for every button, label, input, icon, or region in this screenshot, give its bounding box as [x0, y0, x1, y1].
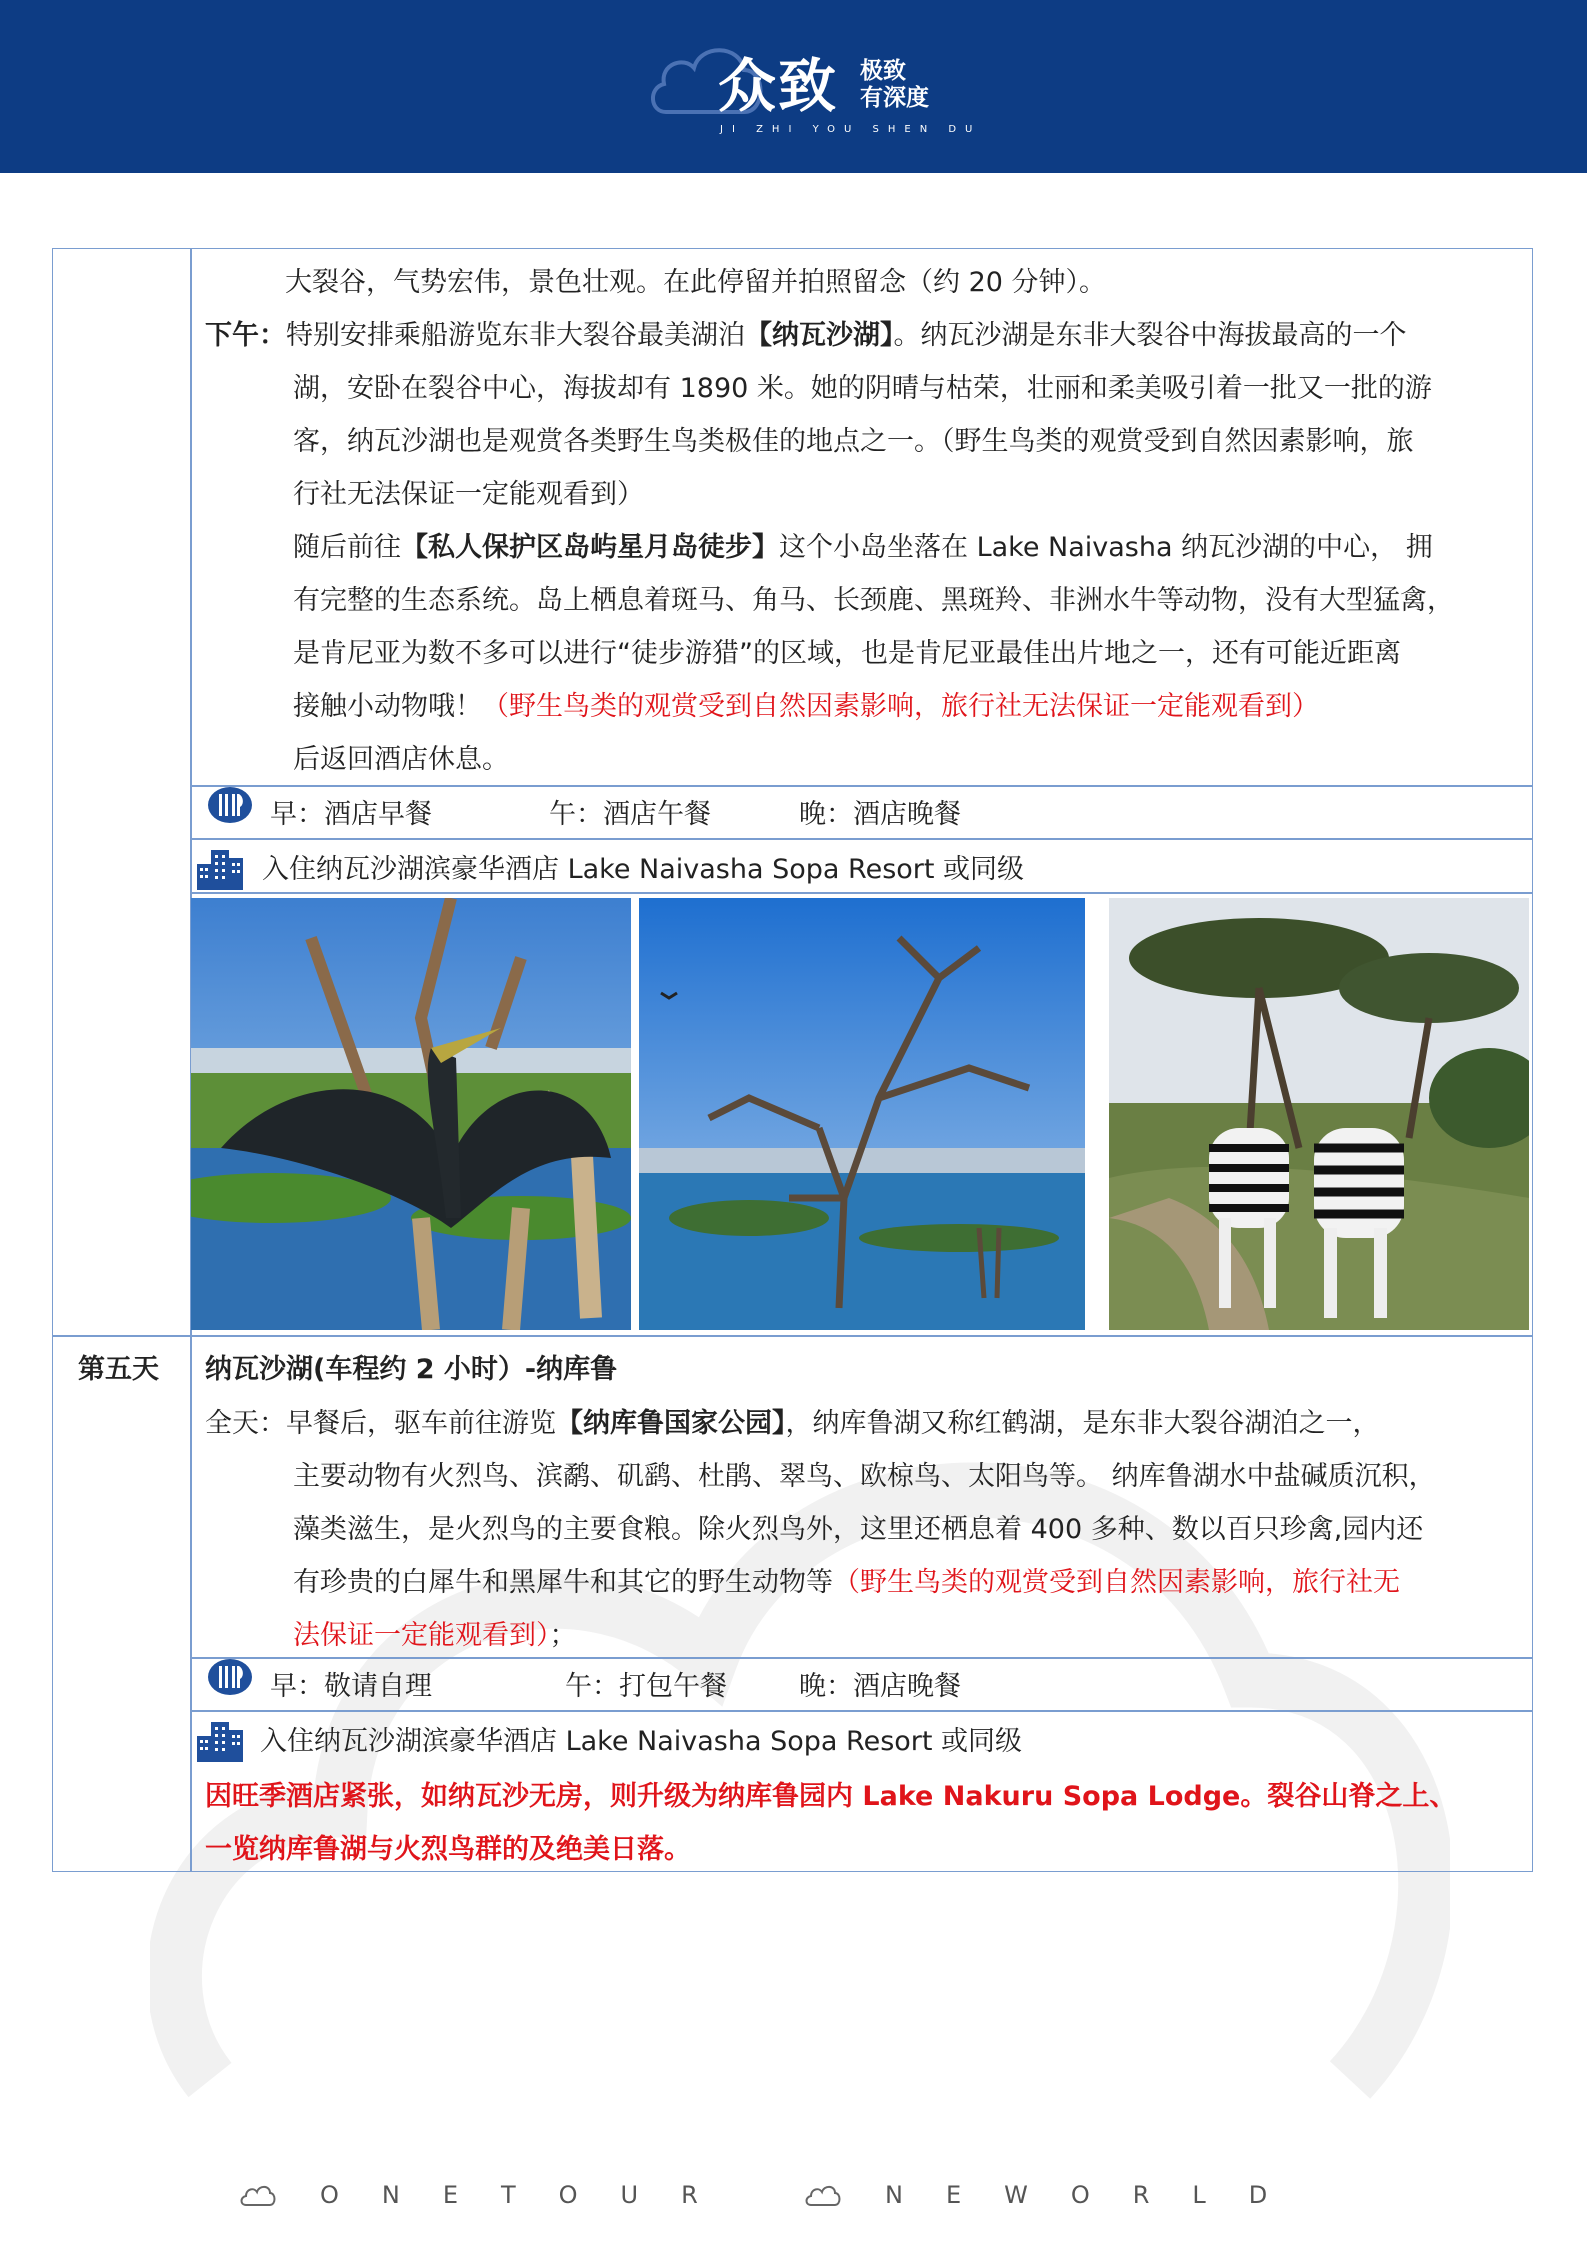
day5-line-5	[293, 1609, 577, 1662]
day4-meal-dinner: 晚：酒店晚餐	[799, 799, 961, 830]
afternoon-label: 下午：	[205, 320, 286, 351]
hotel-icon	[195, 1718, 245, 1764]
day4-line-0: 大裂谷，气势宏伟，景色壮观。在此停留并拍照留念（约 20 分钟）。	[285, 267, 1107, 298]
day4-paragraph-2-line2: 有完整的生态系统。岛上栖息着斑马、角马、长颈鹿、黑斑羚、非洲水牛等动物，没有大型猛禽，	[293, 585, 1454, 616]
day5-line-3: 藻类滋生，是火烈鸟的主要食粮。除火烈鸟外，这里还栖息着 400 多种、数以百只珍禽,园内还	[293, 1514, 1424, 1545]
meal-icon	[206, 785, 254, 825]
day4-paragraph-1-line2: 湖，安卧在裂谷中心，海拔却有 1890 米。她的阴晴与枯荣，壮丽和柔美吸引着一批又一批的游	[293, 373, 1432, 404]
day4-paragraph-1-line4: 行社无法保证一定能观看到）	[293, 479, 644, 510]
logo-pinyin: JI ZHI YOU SHEN DU	[720, 124, 982, 135]
day4-paragraph-1-line1	[205, 309, 1407, 362]
day5-upgrade-note-line1: 因旺季酒店紧张，如纳瓦沙无房，则升级为纳库鲁园内 Lake Nakuru Sopa Lodge。裂谷山脊之上、	[205, 1781, 1457, 1812]
disclaimer-red: 法保证一定能观看到）	[293, 1620, 550, 1651]
text-span: ；	[549, 1620, 577, 1651]
hotel-icon	[195, 846, 245, 892]
day4-hotel: 入住纳瓦沙湖滨豪华酒店 Lake Naivasha Sopa Resort 或同级	[262, 854, 1025, 885]
logo-main-text: 众致	[718, 52, 839, 120]
disclaimer-red: （野生鸟类的观赏受到自然因素影响，旅行社无	[833, 1567, 1400, 1598]
text-span: 全天：早餐后，驱车前往游览	[205, 1408, 556, 1439]
logo-sub-line1: 极致	[860, 58, 906, 84]
text-span: 特别安排乘船游览东非大裂谷最美湖泊	[286, 320, 745, 351]
text-span: 有珍贵的白犀牛和黑犀牛和其它的野生动物等	[293, 1567, 833, 1598]
day4-paragraph-2-line3: 是肯尼亚为数不多可以进行“徒步游猎”的区域，也是肯尼亚最佳出片地之一，还有可能近距离	[293, 638, 1401, 669]
day5-line-4	[293, 1556, 1400, 1609]
highlight-nakuru-park: 【纳库鲁国家公园】	[556, 1408, 786, 1439]
footer-neworld: NEWORLD	[885, 2181, 1311, 2209]
footer	[0, 2175, 1587, 2215]
disclaimer-red: （野生鸟类的观赏受到自然因素影响，旅行社无法保证一定能观看到）	[482, 691, 1319, 722]
footer-onetour: ONETOUR	[320, 2181, 741, 2209]
day4-paragraph-2-line4	[293, 680, 1319, 733]
cloud-mini-icon	[240, 2183, 276, 2207]
highlight-island-walk: 【私人保护区岛屿星月岛徒步】	[401, 532, 779, 563]
day5-meal-lunch: 午：打包午餐	[565, 1671, 727, 1702]
day5-meal-breakfast: 早：敬请自理	[270, 1671, 432, 1702]
day5-hotel: 入住纳瓦沙湖滨豪华酒店 Lake Naivasha Sopa Resort 或同级	[260, 1726, 1023, 1757]
day4-meal-breakfast: 早：酒店早餐	[270, 799, 432, 830]
day5-meal-dinner: 晚：酒店晚餐	[799, 1671, 961, 1702]
highlight-lake-naivasha: 【纳瓦沙湖】	[745, 320, 894, 351]
header-band	[0, 0, 1587, 173]
meal-icon	[206, 1657, 254, 1697]
day4-return-hotel: 后返回酒店休息。	[293, 744, 509, 775]
day4-meal-lunch: 午：酒店午餐	[549, 799, 711, 830]
day5-line-2: 主要动物有火烈鸟、滨鹬、矶鹞、杜鹃、翠鸟、欧椋鸟、太阳鸟等。 纳库鲁湖水中盐碱质沉积，	[293, 1461, 1436, 1492]
day4-paragraph-2-line1	[293, 521, 1433, 574]
day5-label: 第五天	[78, 1354, 159, 1385]
day5-upgrade-note-line2: 一览纳库鲁湖与火烈鸟群的及绝美日落。	[205, 1834, 691, 1865]
logo-sub-text	[860, 58, 950, 112]
day5-title: 纳瓦沙湖(车程约 2 小时）-纳库鲁	[205, 1354, 618, 1385]
cloud-mini-icon	[805, 2183, 841, 2207]
photo-lake-tree	[639, 898, 1085, 1330]
text-span: 这个小岛坐落在 Lake Naivasha 纳瓦沙湖的中心， 拥	[779, 532, 1433, 563]
photo-zebras	[1109, 898, 1529, 1330]
text-span: 。纳瓦沙湖是东非大裂谷中海拔最高的一个	[893, 320, 1407, 351]
day-divider	[53, 1335, 1532, 1337]
day4-paragraph-1-line3: 客，纳瓦沙湖也是观赏各类野生鸟类极佳的地点之一。（野生鸟类的观赏受到自然因素影响，旅	[293, 426, 1414, 457]
text-span: 接触小动物哦！	[293, 691, 482, 722]
photo-cormorant	[191, 898, 631, 1330]
logo-sub-line2: 有深度	[860, 85, 929, 111]
text-span: ，纳库鲁湖又称红鹤湖，是东非大裂谷湖泊之一，	[785, 1408, 1380, 1439]
text-span: 随后前往	[293, 532, 401, 563]
day5-line-1	[205, 1397, 1380, 1450]
brand-logo	[648, 26, 982, 146]
